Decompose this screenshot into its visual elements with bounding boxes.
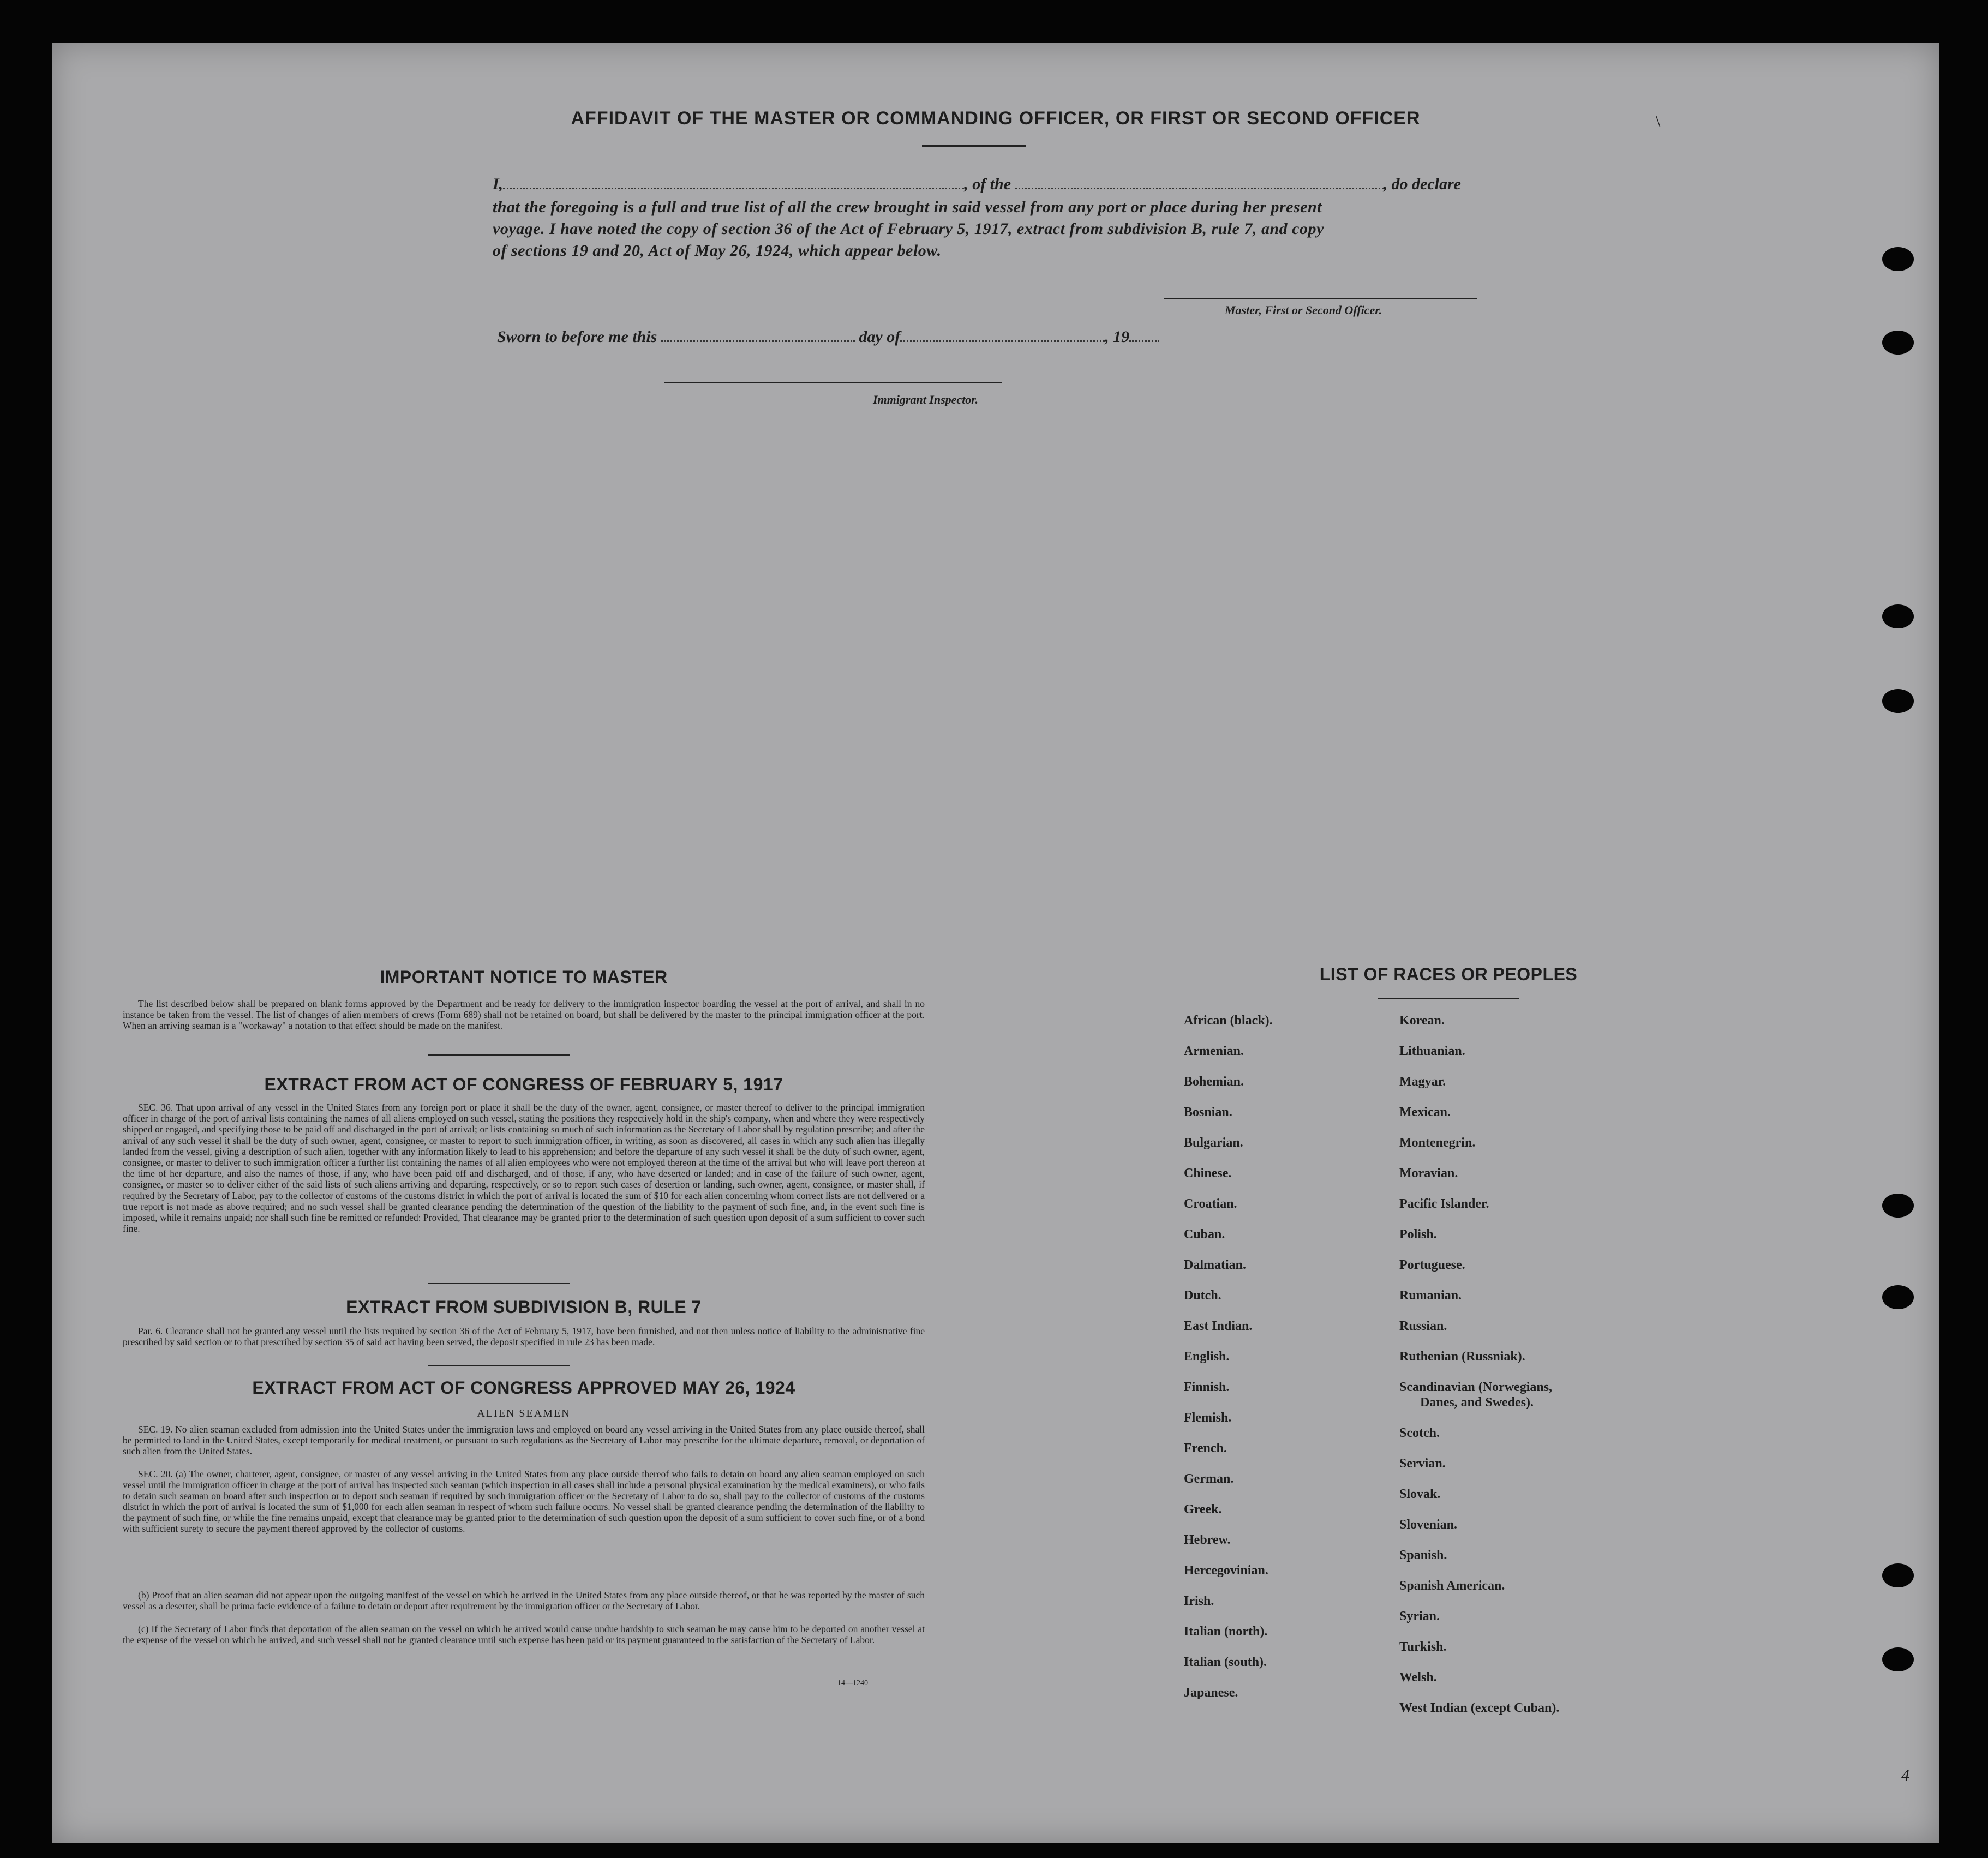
- race-item: Korean.: [1399, 1014, 1445, 1028]
- year-blank: [1129, 326, 1159, 342]
- race-item: Dalmatian.: [1184, 1258, 1246, 1272]
- affidavit-line-2: that the foregoing is a full and true list of all the crew brought in said vessel from any port or place during her present: [493, 198, 1322, 216]
- name-blank: [503, 173, 964, 189]
- form-number: 14—1240: [837, 1679, 868, 1687]
- punch-hole: [1882, 689, 1914, 713]
- race-item: Turkish.: [1399, 1640, 1447, 1654]
- extract-1917-title: EXTRACT FROM ACT OF CONGRESS OF FEBRUARY 5, 1917: [264, 1075, 783, 1094]
- race-item: West Indian (except Cuban).: [1399, 1701, 1560, 1715]
- sworn-line: [497, 326, 1159, 346]
- races-title: LIST OF RACES OR PEOPLES: [1319, 964, 1578, 984]
- divider: [1378, 998, 1519, 999]
- race-item: French.: [1184, 1441, 1227, 1455]
- race-item: Danes, and Swedes).: [1420, 1395, 1534, 1410]
- race-item: Spanish.: [1399, 1548, 1447, 1562]
- race-item: Mexican.: [1399, 1105, 1451, 1119]
- handwritten-mark: \: [1656, 112, 1661, 130]
- race-item: Spanish American.: [1399, 1579, 1505, 1593]
- race-item: Italian (south).: [1184, 1655, 1267, 1669]
- race-item: Polish.: [1399, 1227, 1437, 1242]
- sec20a-text: SEC. 20. (a) The owner, charterer, agent, consignee, or master of any vessel arriving in the United States from any place outside thereof who fails to detain on board any alien seaman employed on such vessel until the immigration officer in charge at the port of arrival has inspected such seaman (which inspection in all cases shall include a personal physical examination by the medical examiners), or who fails to detain such seaman on board after such inspection or to deport such seaman if required by such immigration officer or the Secretary of Labor to do so, shall pay to the collector of customs of the customs district in which the port of arrival is located the sum of $1,000 for each alien seaman in respect of whom such failure occurs. No vessel shall be granted clearance pending the determination of the liability to the payment of such fine, or while the fine remains unpaid, except that clearance may be granted prior to the determination of such question upon the deposit of a sum sufficient to cover such fine, or of a bond with sufficient surety to secure the payment thereof approved by the collector of customs.: [123, 1469, 925, 1534]
- affidavit-of-the: , of the: [964, 175, 1011, 193]
- race-item: Slovenian.: [1399, 1518, 1458, 1532]
- punch-hole: [1882, 247, 1914, 271]
- affidavit-line-1: [493, 173, 1461, 194]
- race-item: Servian.: [1399, 1457, 1446, 1471]
- sec20c-text: (c) If the Secretary of Labor finds that deportation of the alien seaman on the vessel on which he arrived would cause undue hardship to such seaman he may cause him to be deported on another vessel at the expense of the vessel on which he arrived, and such vessel shall not be granted clearance until such expense has been paid or its payment guaranteed to the satisfaction of the Secretary of Labor.: [123, 1623, 925, 1645]
- document-sheet: [52, 43, 1939, 1843]
- month-blank: [900, 326, 1105, 342]
- inspector-caption: Immigrant Inspector.: [873, 393, 979, 406]
- punch-hole: [1882, 1285, 1914, 1309]
- affidavit-line-4: of sections 19 and 20, Act of May 26, 1924, which appear below.: [493, 242, 942, 260]
- alien-seamen-subtitle: ALIEN SEAMEN: [477, 1407, 571, 1419]
- affidavit-title: AFFIDAVIT OF THE MASTER OR COMMANDING OFFICER, OR FIRST OR SECOND OFFICER: [571, 108, 1421, 129]
- race-item: Syrian.: [1399, 1609, 1440, 1623]
- race-item: Rumanian.: [1399, 1288, 1462, 1303]
- vessel-blank: [1015, 173, 1384, 189]
- extract-rule7-text: Par. 6. Clearance shall not be granted any vessel until the lists required by section 36 of the Act of February 5, 1917, have been furnished, and not then unless notice of liability to the administrative fine prescribed by said section or to that prescribed by section 35 of said act having been served, the deposit specified in rule 23 has been made.: [123, 1326, 925, 1347]
- sec20b-text: (b) Proof that an alien seaman did not appear upon the outgoing manifest of the vessel on which he arrived in the United States from any place outside thereof, or that he was reported by the master of such vessel as a deserter, shall be prima facie evidence of a failure to detain or deport after requirement by the immigration officer or the Secretary of Labor.: [123, 1590, 925, 1611]
- divider: [428, 1054, 570, 1056]
- race-item: Hebrew.: [1184, 1533, 1231, 1547]
- race-item: Hercegovinian.: [1184, 1563, 1268, 1578]
- race-item: Italian (north).: [1184, 1625, 1268, 1639]
- punch-hole: [1882, 604, 1914, 628]
- race-item: Ruthenian (Russniak).: [1399, 1350, 1525, 1364]
- sworn-prefix: Sworn to before me this: [497, 328, 657, 346]
- race-item: Greek.: [1184, 1502, 1222, 1517]
- punch-hole: [1882, 1194, 1914, 1218]
- race-item: Bulgarian.: [1184, 1136, 1243, 1150]
- race-item: Moravian.: [1399, 1166, 1458, 1180]
- race-item: Irish.: [1184, 1594, 1214, 1608]
- sworn-year: , 19: [1105, 328, 1130, 346]
- race-item: Magyar.: [1399, 1075, 1446, 1089]
- punch-hole: [1882, 331, 1914, 355]
- affidavit-declare: , do declare: [1383, 175, 1461, 193]
- race-item: Scandinavian (Norwegians,: [1399, 1380, 1553, 1394]
- race-item: Portuguese.: [1399, 1258, 1465, 1272]
- race-item: Cuban.: [1184, 1227, 1225, 1242]
- sworn-day-of: day of: [859, 328, 901, 346]
- extract-1917-text: SEC. 36. That upon arrival of any vessel in the United States from any foreign port or place it shall be the duty of the owner, agent, consignee, or master thereof to deliver to the principal immigration officer in charge of the port of arrival lists containing the names of all aliens employed on such vessel, stating the positions they respectively hold in the ship's company, when and where they were respectively shipped or engaged, and specifying those to be paid off and discharged in the port of arrival; or lists containing so much of such information as the Secretary of Labor shall by regulation prescribe; and after the arrival of any such vessel it shall be the duty of such owner, agent, consignee, or master to report to such immigration officer, in writing, as soon as discovered, all cases in which any such alien has illegally landed from the vessel, giving a description of such alien, together with any information likely to lead to his apprehension; and before the departure of any such vessel it shall be the duty of such owner, agent, consignee, or master to deliver to such immigration officer a further list containing the names of all alien employees who were not employed thereon at the time of the arrival but who will leave port thereon at the time of her departure, and also the names of those, if any, who have been paid off and discharged, and of those, if any, who have deserted or landed; and in case of the failure of such owner, agent, consignee, or master so to deliver either of the said lists of such aliens arriving and departing, respectively, or so to report such cases of desertion or landing, such owner, agent, consignee, or master shall, if required by the Secretary of Labor, pay to the collector of customs of the customs district in which the port of arrival is located the sum of $10 for each alien concerning whom correct lists are not delivered or a true report is not made as above required; and no such vessel shall be granted clearance pending the determination of the question of the liability to the payment of such fine, and, in the event such fine is imposed, while it remains unpaid; nor shall such fine be remitted or refunded: Provided, That clearance may be granted prior to the determination of such question upon deposit of a sum sufficient to cover such fine.: [123, 1102, 925, 1234]
- race-item: Dutch.: [1184, 1288, 1221, 1303]
- race-item: Flemish.: [1184, 1411, 1232, 1425]
- race-item: Slovak.: [1399, 1487, 1441, 1501]
- divider: [922, 145, 1026, 147]
- race-item: Croatian.: [1184, 1197, 1237, 1211]
- divider: [428, 1283, 570, 1284]
- race-item: Bohemian.: [1184, 1075, 1244, 1089]
- extract-1924-title: EXTRACT FROM ACT OF CONGRESS APPROVED MAY 26, 1924: [252, 1378, 795, 1398]
- affidavit-i: I,: [493, 175, 504, 193]
- affidavit-line-3: voyage. I have noted the copy of section 36 of the Act of February 5, 1917, extract from subdivision B, rule 7, and copy: [493, 220, 1324, 238]
- race-item: Lithuanian.: [1399, 1044, 1465, 1058]
- notice-title: IMPORTANT NOTICE TO MASTER: [380, 967, 668, 987]
- divider: [428, 1365, 570, 1366]
- punch-hole: [1882, 1647, 1914, 1671]
- race-item: Welsh.: [1399, 1670, 1437, 1685]
- inspector-signature-line: [664, 382, 1002, 383]
- races-left-column: [1184, 1014, 1273, 1716]
- race-item: Scotch.: [1399, 1426, 1440, 1440]
- day-blank: [661, 326, 855, 342]
- race-item: Japanese.: [1184, 1686, 1238, 1700]
- race-item: Chinese.: [1184, 1166, 1232, 1180]
- notice-text: The list described below shall be prepared on blank forms approved by the Department and be ready for delivery to the immigration inspector boarding the vessel at the port of arrival, and shall in no instance be taken from the vessel. The list of changes of alien members of crews (Form 689) shall not be retained on board, but shall be delivered by the master to the principal immigration officer at the port. When an arriving seaman is a "workaway" a notation to that effect should be made on the manifest.: [123, 998, 925, 1031]
- punch-hole: [1882, 1563, 1914, 1587]
- race-item: Montenegrin.: [1399, 1136, 1476, 1150]
- race-item: German.: [1184, 1472, 1234, 1486]
- race-item: English.: [1184, 1350, 1230, 1364]
- races-right-column: [1399, 1014, 1559, 1731]
- handwritten-mark: 4: [1901, 1766, 1909, 1784]
- master-caption: Master, First or Second Officer.: [1225, 303, 1382, 317]
- race-item: Bosnian.: [1184, 1105, 1232, 1119]
- race-item: Russian.: [1399, 1319, 1447, 1333]
- sec19-text: SEC. 19. No alien seaman excluded from admission into the United States under the immigration laws and employed on board any vessel arriving in the United States from any place outside thereof, shall be permitted to land in the United States, except temporarily for medical treatment, or pursuant to such regulations as the Secretary of Labor may prescribe for the ultimate departure, removal, or deportation of such alien from the United States.: [123, 1424, 925, 1457]
- race-item: East Indian.: [1184, 1319, 1253, 1333]
- race-item: African (black).: [1184, 1014, 1273, 1028]
- extract-rule7-title: EXTRACT FROM SUBDIVISION B, RULE 7: [346, 1297, 702, 1317]
- master-signature-line: [1164, 298, 1477, 299]
- race-item: Armenian.: [1184, 1044, 1244, 1058]
- race-item: Finnish.: [1184, 1380, 1230, 1394]
- race-item: Pacific Islander.: [1399, 1197, 1489, 1211]
